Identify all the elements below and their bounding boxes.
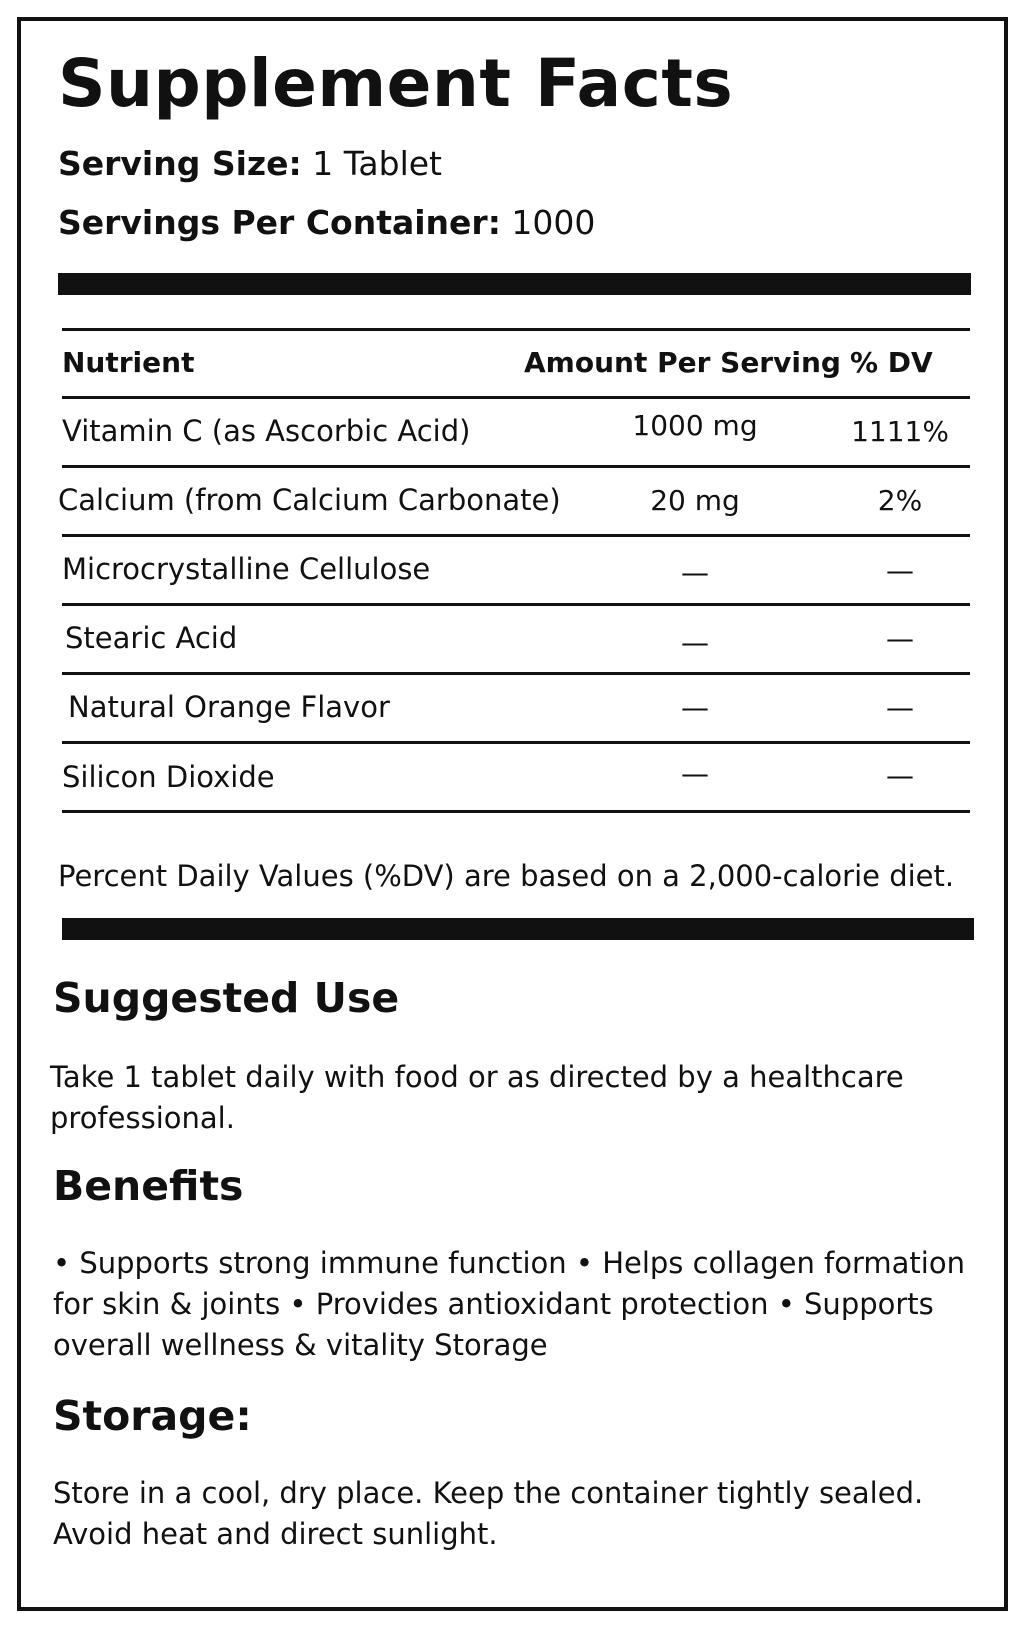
- header-rule: [62, 396, 970, 399]
- label-title: Supplement Facts: [58, 45, 734, 122]
- storage-heading: Storage:: [53, 1392, 252, 1440]
- row-rule: [62, 534, 970, 537]
- row-amount: 20 mg: [650, 484, 740, 517]
- servings-per-container-value: 1000: [511, 203, 596, 242]
- row-rule: [62, 465, 970, 468]
- serving-size: [58, 144, 442, 184]
- row-dv: —: [886, 554, 914, 587]
- row-amount: —: [681, 556, 709, 589]
- daily-value-footnote: Percent Daily Values (%DV) are based on a 2,000-calorie diet.: [58, 859, 955, 893]
- benefits-heading: Benefits: [53, 1162, 244, 1210]
- header-amount: Amount Per Serving: [524, 346, 841, 379]
- servings-per-container-label: Servings Per Container:: [58, 203, 501, 242]
- serving-size-label: Serving Size:: [58, 144, 302, 183]
- table-top-rule: [62, 328, 970, 331]
- suggested-use-text: Take 1 tablet daily with food or as directed by a healthcare professional.: [50, 1060, 904, 1135]
- row-amount: —: [681, 691, 709, 724]
- row-dv: 2%: [877, 484, 923, 517]
- top-divider-bar: [58, 273, 971, 295]
- row-rule: [62, 603, 970, 606]
- row-amount: —: [681, 757, 709, 790]
- benefits-text: • Supports strong immune function • Helps collagen formation for skin & joints • Provides antioxidant protection • Supports overall wellness & vitality Storage: [53, 1246, 965, 1362]
- row-nutrient: Vitamin C (as Ascorbic Acid): [62, 414, 471, 448]
- storage-text: Store in a cool, dry place. Keep the container tightly sealed. Avoid heat and direct sunlight.: [53, 1476, 924, 1551]
- row-dv: —: [886, 622, 914, 655]
- header-dv: % DV: [850, 346, 933, 379]
- serving-size-value: 1 Tablet: [312, 144, 442, 183]
- row-nutrient: Natural Orange Flavor: [68, 690, 390, 724]
- row-nutrient: Microcrystalline Cellulose: [62, 552, 431, 586]
- suggested-use-heading: Suggested Use: [53, 974, 400, 1022]
- bottom-divider-bar: [62, 918, 974, 940]
- row-dv: —: [886, 759, 914, 792]
- row-amount: 1000 mg: [632, 409, 758, 442]
- servings-per-container: [58, 203, 595, 243]
- label-border: [17, 17, 1008, 1611]
- row-dv: —: [886, 691, 914, 724]
- row-dv: 1111%: [851, 415, 949, 448]
- row-rule: [62, 672, 970, 675]
- row-nutrient: Silicon Dioxide: [62, 760, 275, 794]
- table-bottom-rule: [62, 810, 970, 813]
- row-nutrient: Stearic Acid: [65, 621, 238, 655]
- row-rule: [62, 741, 970, 744]
- header-nutrient: Nutrient: [62, 346, 195, 379]
- row-amount: —: [681, 626, 709, 659]
- row-nutrient: Calcium (from Calcium Carbonate): [58, 483, 561, 517]
